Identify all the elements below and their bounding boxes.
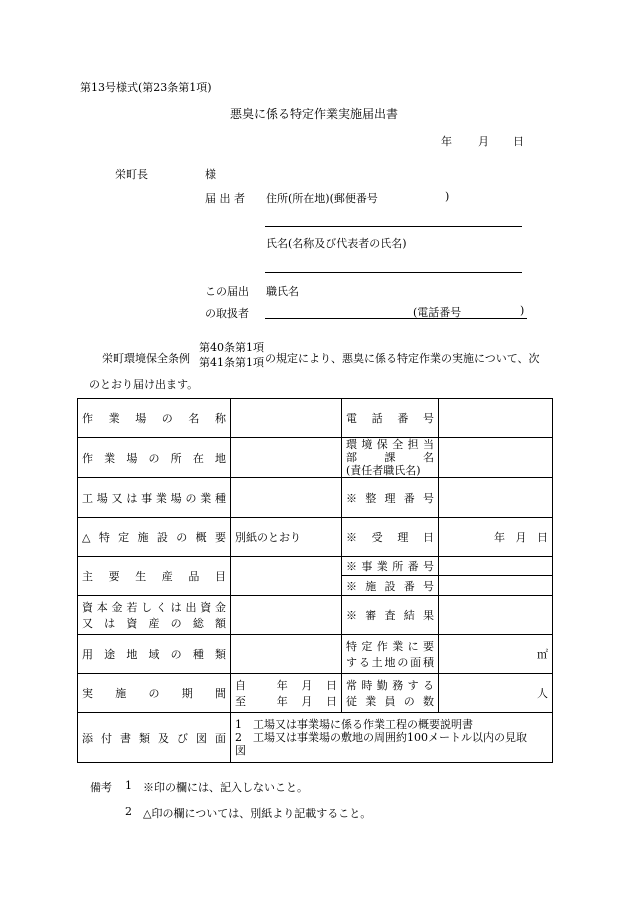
application-table — [77, 398, 553, 763]
note-2-number: 2 — [125, 805, 132, 818]
zoning-input[interactable] — [231, 635, 342, 674]
receipt-date-input[interactable]: 年 月 日 — [439, 518, 553, 557]
address-field-line[interactable] — [265, 226, 522, 227]
reference-number-label: ※整理番号 — [342, 478, 439, 518]
reference-number-input[interactable] — [439, 478, 553, 518]
land-area-input[interactable] — [439, 635, 553, 674]
address-close: ) — [445, 190, 450, 203]
name-label: 氏名(名称及び代表者の氏名) — [266, 237, 407, 250]
statement-prefix: 栄町環境保全条例 — [102, 352, 190, 365]
attachment-item-2: 2 工場又は事業場の敷地の周囲約100メートル以内の見取 — [235, 731, 527, 744]
handler-label-2: の取扱者 — [205, 307, 249, 320]
phone-number-input[interactable] — [439, 399, 553, 438]
statement-line-2: のとおり届け出ます。 — [89, 378, 199, 391]
facility-number-label: ※施設番号 — [342, 576, 439, 596]
land-area-label: 特定作業に要 する土地の面積 — [342, 635, 439, 674]
notes-label: 備考 — [90, 781, 112, 794]
employees-unit: 人 — [537, 687, 548, 700]
attachment-item-1: 1 工場又は事業場に係る作業工程の概要説明書 — [235, 718, 473, 731]
capital-label: 資本金若しくは出資金 又は資産の総額 — [78, 596, 231, 635]
date-year-label: 年 — [441, 135, 452, 148]
capital-input[interactable] — [231, 596, 342, 635]
note-1-text: ※印の欄には、記入しないこと。 — [143, 781, 308, 794]
handler-field-line[interactable] — [265, 318, 527, 319]
handler-label-1: この届出 — [205, 285, 249, 298]
business-type-input[interactable] — [231, 478, 342, 518]
addressee: 栄町長 — [115, 168, 148, 181]
date-day-label: 日 — [513, 135, 524, 148]
zoning-label: 用途地域の種類 — [78, 635, 231, 674]
facility-overview-value: 別紙のとおり — [231, 518, 342, 557]
main-products-label: 主要生産品目 — [78, 557, 231, 596]
handler-phone-label: (電話番号 — [413, 306, 462, 319]
office-number-input[interactable] — [439, 557, 553, 576]
env-dept-input[interactable] — [439, 438, 553, 478]
attachments-label: 添付書類及び図面 — [78, 713, 231, 763]
page-title: 悪臭に係る特定作業実施届出書 — [230, 107, 399, 121]
business-type-label: 工場又は事業場の業種 — [78, 478, 231, 518]
period-label: 実施の期間 — [78, 674, 231, 713]
workplace-location-label: 作業場の所在地 — [78, 438, 231, 478]
facility-number-input[interactable] — [439, 576, 553, 596]
review-result-label: ※審査結果 — [342, 596, 439, 635]
attachment-item-2-cont: 図 — [235, 744, 246, 757]
phone-number-label: 電話番号 — [342, 399, 439, 438]
env-dept-label: 環境保全担当 部課名 (責任者職氏名) — [342, 438, 439, 478]
employees-label: 常時勤務する 従業員の数 — [342, 674, 439, 713]
address-label: 住所(所在地)(郵便番号 — [266, 192, 378, 205]
note-2-text: △印の欄については、別紙より記載すること。 — [143, 807, 372, 820]
period-input[interactable]: 自 年月日 至 年月日 — [231, 674, 342, 713]
review-result-input[interactable] — [439, 596, 553, 635]
office-number-label: ※事業所番号 — [342, 557, 439, 576]
honorific: 様 — [205, 168, 216, 181]
statement-article-2: 第41条第1項 — [199, 356, 264, 369]
workplace-location-input[interactable] — [231, 438, 342, 478]
main-products-input[interactable] — [231, 557, 342, 596]
workplace-name-label: 作業場の名称 — [78, 399, 231, 438]
land-area-unit: ㎡ — [537, 648, 548, 661]
statement-suffix: の規定により、悪臭に係る特定作業の実施について、次 — [265, 352, 540, 365]
name-field-line[interactable] — [265, 272, 522, 273]
receipt-date-label: ※受理日 — [342, 518, 439, 557]
employees-input[interactable] — [439, 674, 553, 713]
workplace-name-input[interactable] — [231, 399, 342, 438]
date-month-label: 月 — [478, 135, 489, 148]
form-number: 第13号様式(第23条第1項) — [80, 81, 212, 94]
statement-article-1: 第40条第1項 — [199, 341, 264, 354]
applicant-label: 届 出 者 — [205, 192, 245, 205]
handler-phone-close: ) — [520, 304, 525, 317]
note-1-number: 1 — [125, 779, 132, 792]
facility-overview-label: △特定施設の概要 — [78, 518, 231, 557]
handler-name-label: 職氏名 — [266, 285, 299, 298]
attachments-list — [231, 713, 553, 763]
